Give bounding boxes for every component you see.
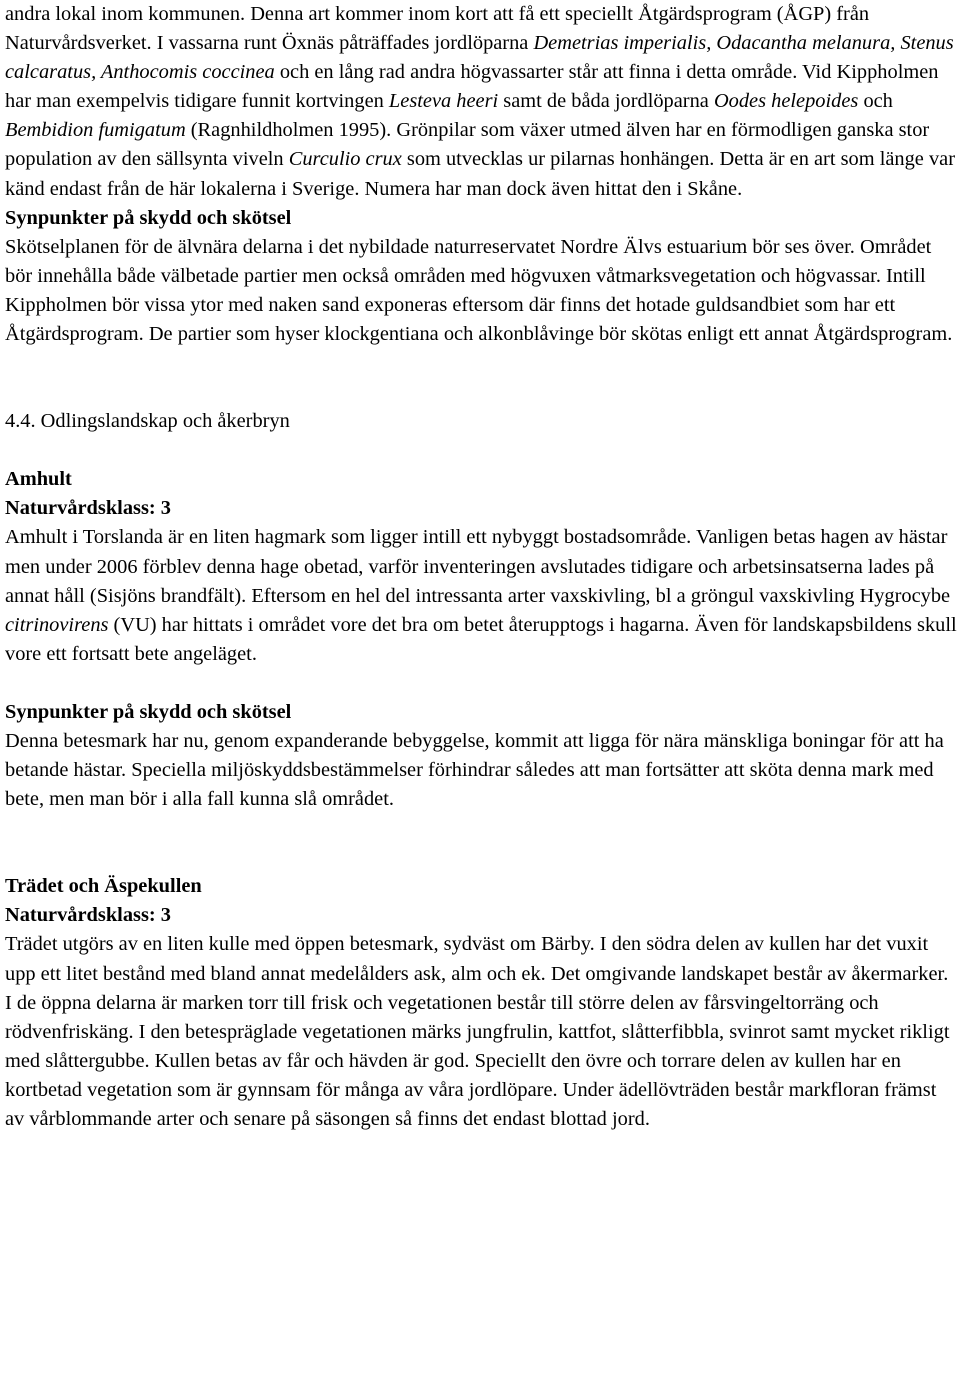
text-fragment: Trädet utgörs av en liten kulle med öppen betesmark, sydväst om Bärby. I den södra delen av kullen har det vuxit upp ett litet bestånd med bland annat medelålders ask, alm och ek. Det omgivande landskapet består av åkermarker. I de öppna delarna är marken torr till frisk och vegetationen består till större delen av fårsvingeltorräng och rödvenfriskäng. I den betespräglade vegetationen märks jungfrulin, kattfot, slåtterfibbla, svinrot samt mycket rikligt med slåttergubbe. Kullen betas av får och hävden är god. Speciellt den övre och torrare delen av kullen har en kortbetad vegetation som är gynnsam för många av våra jordlöpare. Under ädellövträden består markfloran främst av vårblommande arter och senare på säsongen så finns det endast blottad jord. <box>5 933 950 1130</box>
italic-text-fragment: Lesteva heeri <box>388 90 499 113</box>
text-fragment: och en lång rad andra högvassarter står att finna i detta område. Vid Kippholmen har man exempelvis tidigare funnit kortvingen <box>5 61 939 113</box>
tradet-title: Trädet och Äspekullen <box>5 875 202 898</box>
amhult-synpunkter-heading: Synpunkter på skydd och skötsel <box>5 700 292 723</box>
text-fragment: Amhult i Torslanda är en liten hagmark som ligger intill ett nybyggt bostadsområde. Vanligen betas hagen av hästar men under 2006 förblev denna hage obetad, varför inventeringen avslutades tidigare och arbetsinsatserna lades på annat håll (Sisjöns brandfält). Eftersom en hel del intressanta arter vaxskivling, bl a gröngul vaxskivling Hygrocybe <box>5 526 951 607</box>
amhult-class: Naturvårdsklass: 3 <box>5 497 171 520</box>
italic-text-fragment: Bembidion fumigatum <box>5 119 186 142</box>
synpunkter-paragraph-1 <box>5 233 957 349</box>
text-fragment: (Ragnhildholmen 1995). Grönpilar som växer utmed älven har en förmodligen ganska stor population av den sällsynta viveln <box>5 119 930 171</box>
italic-text-fragment: Oodes helepoides <box>713 90 859 113</box>
tradet-class: Naturvårdsklass: 3 <box>5 904 171 927</box>
italic-text-fragment: Demetrias imperialis, Odacantha melanura, Stenus calcaratus, Anthocomis coccinea <box>5 32 954 84</box>
text-fragment: Skötselplanen för de älvnära delarna i det nybildade naturreservatet Nordre Älvs estuarium bör ses över. Området bör innehålla både välbetade partier men också områden med högvuxen våtmarksvegetation och högvassar. Intill Kippholmen bör vissa ytor med naken sand exponeras eftersom där finns det hotade guldsandbiet som har ett Åtgärdsprogram. De partier som hyser klockgentiana och alkonblåvinge bör skötas enligt ett annat Åtgärdsprogram. <box>5 235 953 346</box>
italic-text-fragment: Curculio crux <box>288 148 402 171</box>
amhult-title: Amhult <box>5 468 72 491</box>
synpunkter-heading-1: Synpunkter på skydd och skötsel <box>5 206 292 229</box>
text-fragment: och <box>858 90 893 113</box>
text-fragment: andra lokal inom kommunen. Denna art kommer inom kort att få ett speciellt Åtgärdsprogram (ÅGP) från Naturvårdsverket. I vassarna runt Öxnäs påträffades jordlöparna <box>5 3 870 55</box>
italic-text-fragment: citrinovirens <box>5 613 109 636</box>
text-fragment: samt de båda jordlöparna <box>498 90 714 113</box>
tradet-paragraph <box>5 930 957 1134</box>
amhult-paragraph <box>5 523 957 668</box>
intro-paragraph <box>5 0 957 204</box>
document-page <box>5 0 957 1134</box>
text-fragment: (VU) har hittats i området vore det bra om betet återupptogs i hagarna. Även för landskapsbildens skull vore ett fortsatt bete angeläget. <box>5 613 957 665</box>
text-fragment: Denna betesmark har nu, genom expanderande bebyggelse, kommit att ligga för nära mänskliga boningar för att ha betande hästar. Speciella miljöskyddsbestämmelser förhindrar således att man fortsätter att sköta denna mark med bete, men man bör i alla fall kunna slå området. <box>5 729 944 811</box>
amhult-synpunkter-paragraph <box>5 727 957 814</box>
section-title: 4.4. Odlingslandskap och åkerbryn <box>5 410 290 433</box>
text-fragment: som utvecklas ur pilarnas honhängen. Detta är en art som länge var känd endast från de här lokalerna i Sverige. Numera har man dock även hittat den i Skåne. <box>5 148 955 200</box>
